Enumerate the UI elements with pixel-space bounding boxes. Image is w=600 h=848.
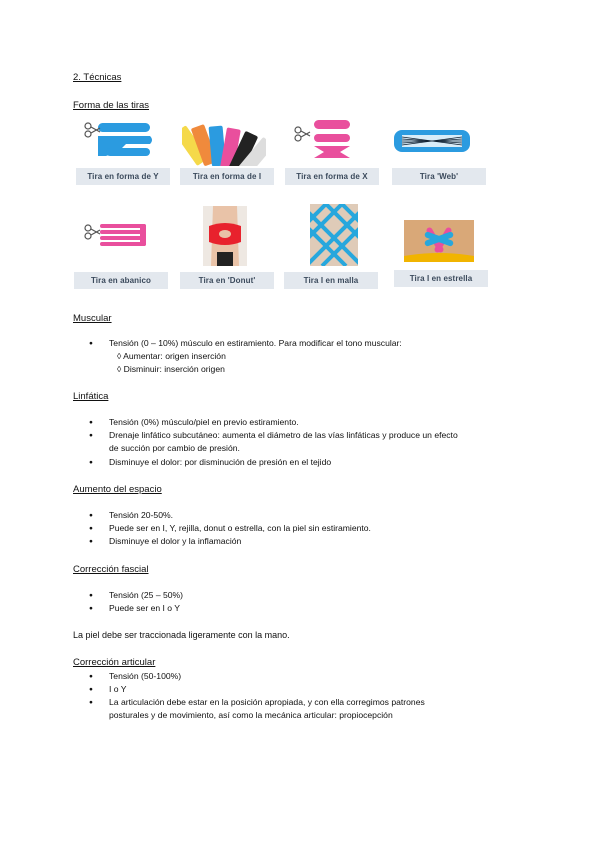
web-strip-image (390, 116, 474, 166)
list-item: ● Disminuye el dolor: por disminución de presión en el tejido (73, 456, 533, 469)
muscular-subitem: ◊ Aumentar: origen inserción (117, 351, 226, 361)
aumento-list (73, 509, 533, 548)
list-item: ● La articulación debe estar en la posición apropiada, y con ella corregimos patrones (73, 696, 533, 709)
muscular-list (73, 337, 533, 350)
scissors-icon (85, 225, 100, 239)
scissors-icon (85, 123, 100, 137)
label-fan-strip: Tira en abanico (74, 272, 168, 289)
linfatica-list-2 (73, 456, 533, 469)
star-strip-image (404, 220, 474, 262)
list-item: ● Disminuye el dolor y la inflamación (73, 535, 533, 548)
list-item: ● Drenaje linfático subcutáneo: aumenta el diámetro de las vías linfáticas y produce un efecto (73, 429, 533, 442)
linfatica-heading: Linfática (73, 391, 109, 402)
list-item: ● Puede ser en I o Y (73, 602, 533, 615)
list-item: ● Tensión (0%) músculo/piel en previo estiramiento. (73, 416, 533, 429)
x-strip-image (288, 116, 372, 166)
fascial-heading: Corrección fascial (73, 564, 149, 575)
section-title: 2. Técnicas (73, 72, 122, 83)
i-strip-image (182, 116, 266, 166)
label-y-strip: Tira en forma de Y (76, 168, 170, 185)
muscular-subitem: ◊ Disminuir: inserción origen (117, 364, 225, 374)
articular-list (73, 670, 533, 709)
muscular-heading: Muscular (73, 313, 112, 324)
label-star-strip: Tira I en estrella (394, 270, 488, 287)
fan-strip-image (78, 210, 162, 262)
list-item: ● I o Y (73, 683, 533, 696)
fascial-list (73, 589, 533, 615)
mesh-strip-image (310, 204, 358, 266)
list-item: ● Tensión 20-50%. (73, 509, 533, 522)
list-item: ● Tensión (25 – 50%) (73, 589, 533, 602)
list-item-continuation: posturales y de movimiento, así como la mecánica articular: propiocepción (109, 710, 393, 720)
aumento-heading: Aumento del espacio (73, 484, 162, 495)
linfatica-list (73, 416, 533, 442)
list-item: ● Puede ser en I, Y, rejilla, donut o estrella, con la piel sin estiramiento. (73, 522, 533, 535)
forma-heading: Forma de las tiras (73, 100, 150, 111)
piel-text: La piel debe ser traccionada ligeramente con la mano. (73, 630, 290, 640)
articular-heading: Corrección articular (73, 657, 156, 668)
label-web-strip: Tira 'Web' (392, 168, 486, 185)
list-item: ● Tensión (0 – 10%) músculo en estiramiento. Para modificar el tono muscular: (73, 337, 533, 350)
donut-strip-image (203, 206, 247, 266)
label-mesh-strip: Tira I en malla (284, 272, 378, 289)
scissors-icon (295, 127, 310, 141)
list-item: ● Tensión (50-100%) (73, 670, 533, 683)
y-strip-image (78, 116, 162, 166)
label-donut-strip: Tira en 'Donut' (180, 272, 274, 289)
label-x-strip: Tira en forma de X (285, 168, 379, 185)
list-item-continuation: de succión por cambio de presión. (109, 443, 240, 453)
label-i-strip: Tira en forma de I (180, 168, 274, 185)
